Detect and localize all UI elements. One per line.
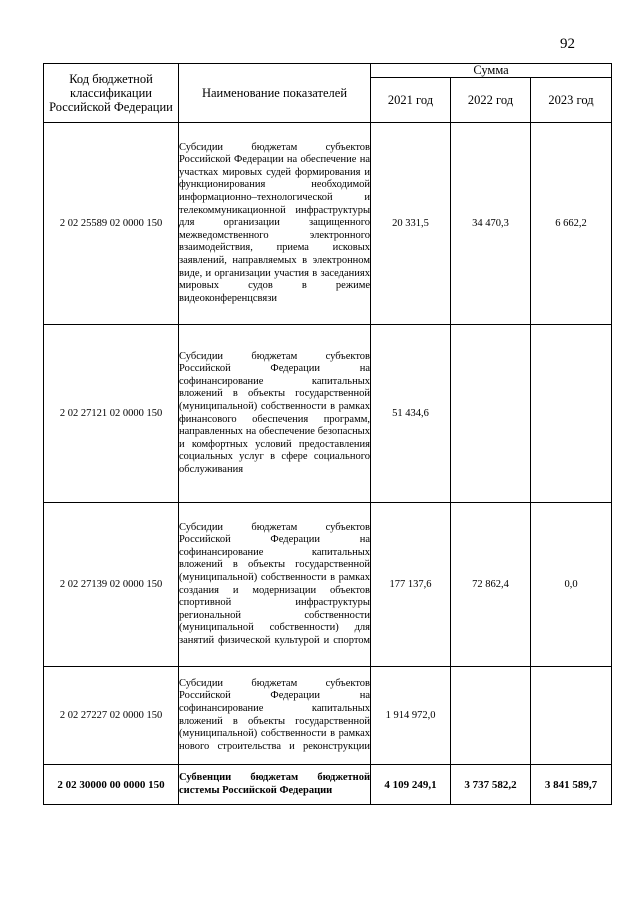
row-code: 2 02 25589 02 0000 150 [44, 123, 179, 325]
row-value-2022 [451, 325, 531, 503]
row-value-2022: 3 737 582,2 [451, 765, 531, 805]
header-code: Код бюджетной классификации Российской Федерации [44, 64, 179, 123]
header-row [44, 64, 612, 78]
row-value-2023: 6 662,2 [531, 123, 612, 325]
row-name: Субсидии бюджетам субъектов Российской Федерации на софинансирование капитальных вложений в объекты государственной (муниципальной) собственности в рамках нового строительства и реконструкции [179, 667, 371, 765]
row-name: Субсидии бюджетам субъектов Российской Федерации на софинансирование капитальных вложений в объекты государственной (муниципальной) собственности в рамках финансового обеспечения программ, направленных на обеспечение безопасных и комфортных условий предоставления социальных услуг в сфере социального обслуживания [179, 325, 371, 503]
header-year-2022: 2022 год [451, 78, 531, 123]
table-row-total [44, 765, 612, 805]
row-value-2021: 1 914 972,0 [371, 667, 451, 765]
row-code: 2 02 27139 02 0000 150 [44, 503, 179, 667]
row-value-2021: 51 434,6 [371, 325, 451, 503]
page-number: 92 [560, 36, 575, 52]
row-value-2022 [451, 667, 531, 765]
header-sum: Сумма [371, 64, 612, 78]
row-code: 2 02 27121 02 0000 150 [44, 325, 179, 503]
table-row [44, 667, 612, 765]
table-row [44, 503, 612, 667]
row-name: Субвенции бюджетам бюджетной системы Российской Федерации [179, 765, 371, 805]
row-value-2021: 4 109 249,1 [371, 765, 451, 805]
row-code: 2 02 27227 02 0000 150 [44, 667, 179, 765]
row-value-2023: 0,0 [531, 503, 612, 667]
row-code: 2 02 30000 00 0000 150 [44, 765, 179, 805]
header-name: Наименование показателей [179, 64, 371, 123]
header-year-2023: 2023 год [531, 78, 612, 123]
budget-table [43, 63, 612, 805]
row-value-2022: 72 862,4 [451, 503, 531, 667]
row-name: Субсидии бюджетам субъектов Российской Федерации на софинансирование капитальных вложений в объекты государственной (муниципальной) собственности в рамках создания и модернизации объектов спортивной инфраструктуры региональной собственности (муниципальной собственности) для занятий физической культурой и спортом [179, 503, 371, 667]
row-value-2021: 177 137,6 [371, 503, 451, 667]
row-value-2023 [531, 667, 612, 765]
row-value-2023 [531, 325, 612, 503]
header-year-2021: 2021 год [371, 78, 451, 123]
table-row [44, 123, 612, 325]
row-value-2022: 34 470,3 [451, 123, 531, 325]
row-value-2021: 20 331,5 [371, 123, 451, 325]
table-row [44, 325, 612, 503]
row-value-2023: 3 841 589,7 [531, 765, 612, 805]
row-name: Субсидии бюджетам субъектов Российской Федерации на обеспечение на участках мировых судей формирования и функционирования необходимой информационно–технологической и телекоммуникационной инфраструктуры для организации защищенного межведомственного электронного взаимодействия, приема исковых заявлений, направляемых в электронном виде, и организации участия в заседаниях мировых судов в режиме видеоконференцсвязи [179, 123, 371, 325]
